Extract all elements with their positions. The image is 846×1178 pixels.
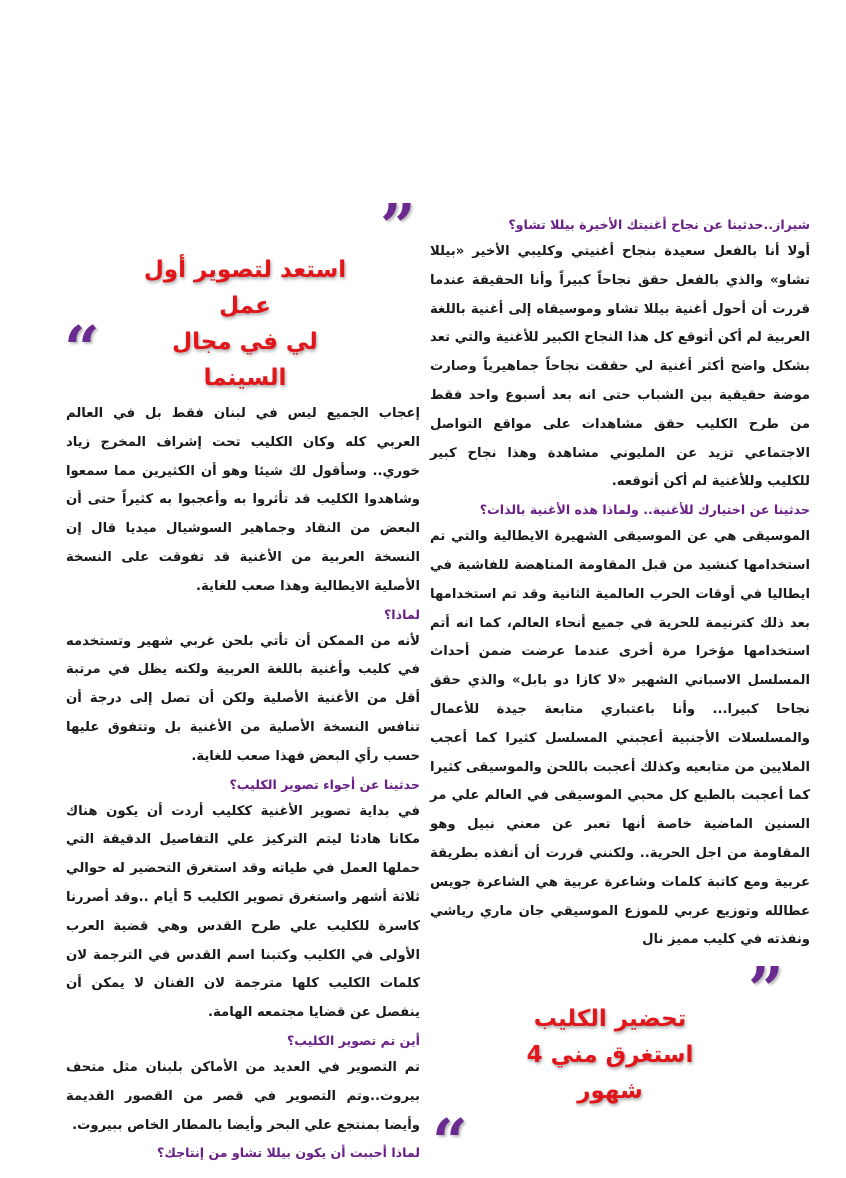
pull-quote-line: استعد لتصوير أول عمل: [143, 257, 347, 319]
interview-question: لماذا أحببت أن يكون بيللا تشاو من إنتاجك؟: [157, 1145, 420, 1161]
interview-question: حدثينا عن اختيارك للأغنية.. ولماذا هذه الأغنية بالذات؟: [479, 502, 810, 518]
article-column-right: [430, 212, 810, 955]
close-quote-icon: ”: [748, 953, 784, 1027]
pull-quote-line: لي في مجال السينما: [172, 329, 318, 391]
article-column-left: [66, 400, 420, 1166]
interview-answer: الموسيقى هي عن الموسيقى الشهيرة الايطالية والتي تم استخدامها كنشيد من قبل المقاومة المناهضة للفاشية في ايطاليا في أوقات الحرب العالمية الثانية وقد تم استخدامها بعد ذلك كترنيمة للحرية في جميع أنحاء العالم، كما انه أتم استخدامها مؤخرا مرة أخرى عندما عرضت ضمن أحداث المسلسل الاسباني الشهير «لا كازا دو بابل» والذي حقق نجاحا كبيرا... وأنا باعتباري متابعة جيدة للأعمال والمسلسلات الأجنبية أعجبني المسلسل كثيرا كما أعجب الملايين من متابعيه وكذلك أعجبت باللحن والموسيقى كثيرا كما أعجبت بالطبع كل محبي الموسيقى في العالم علي مر السنين الماضية خاصة أنها تعبر عن معني نبيل وهو المقاومة من اجل الحرية.. ولكنني قررت أن أنفذه بطريقة عربية ومع كاتبة كلمات وشاعرة عربية هي الشاعرة جويس عطالله وتوزيع عربي للموزع الموسيقي جان ماري رياشي ونفذته في كليب مميز نال: [430, 529, 810, 948]
pull-quote-top: [130, 252, 360, 396]
interview-question: لماذا؟: [384, 606, 420, 622]
open-quote-icon: “: [64, 312, 100, 385]
pull-quote-line: استغرق مني 4 شهور: [526, 1042, 694, 1105]
interview-answer: في بداية تصوير الأغنية ككليب أردت أن يكون هناك مكانا هادئا ليتم التركيز علي التفاصيل الدقيقة التي حملها العمل في طياته وقد استغرق التحضير له حوالي ثلاثة أشهر واستغرق تصوير الكليب 5 أيام ..وقد أصررنا كاسرة للكليب علي طرح القدس وهي قضية العرب الأولى في الكليب وكتبنا اسم القدس في الترجمة لان كلمات الكليب كلها مترجمة لان الفنان لا يمكن أن ينفصل عن قضايا مجتمعه الهامة.: [66, 803, 420, 1021]
interview-question: أين تم تصوير الكليب؟: [286, 1032, 420, 1048]
pull-quote-line: تحضير الكليب: [533, 1006, 687, 1033]
interview-question: حدثينا عن أجواء تصوير الكليب؟: [229, 776, 420, 792]
interview-answer: لأنه من الممكن أن تأتي بلحن غربي شهير وتستخدمه في كليب وأغنية باللغة العربية ولكنه يظل في مرتبة أقل من الأغنية الأصلية ولكن أن تصل إلى درجة أن تنافس النسخة الأصلية من الأغنية بل وتتفوق عليها حسب رأي البعض فهذا صعب للغاية.: [66, 633, 420, 764]
interview-question: شيراز..حدثينا عن نجاح أغنيتك الأخيرة بيللا تشاو؟: [508, 217, 810, 232]
interview-answer: أولا أنا بالفعل سعيدة بنجاح أغنيتي وكليبي الأخير «بيللا تشاو» والذي بالفعل حقق نجاحاً كبيراً وأنا الحقيقة عندما قررت أن أحول أغنية بيللا تشاو وموسيقاه إلى أغنية باللغة العربية لم أكن أتوقع كل هذا النجاح الكبير للأغنية والتي تعد بشكل واضح أكثر أغنية لي حققت نجاحاً جماهيرياً وصارت موضة حقيقية بين الشباب حتى انه بعد أسبوع واحد فقط من طرح الكليب حقق مشاهدات على مواقع التواصل الاجتماعي تزيد عن المليوني مشاهدة وهذا نجاح كبير للكليب وللأغنية لم أكن أتوقعه.: [430, 244, 810, 490]
interview-answer: تم التصوير في العديد من الأماكن بلبنان مثل متحف بيروت..وتم التصوير في قصر من القصور القديمة وأيضا بمنتجع علي البحر وأيضا بالمطار الخاص ببيروت.: [66, 1059, 420, 1133]
close-quote-icon: ”: [380, 190, 416, 263]
open-quote-icon: “: [432, 1105, 468, 1178]
pull-quote-bottom: [510, 1001, 710, 1109]
interview-answer: إعجاب الجميع ليس في لبنان فقط بل في العالم العربي كله وكان الكليب تحت إشراف المخرج زياد خوري.. وسأقول لك شيئا وهو أن الكثيرين مما سمعوا وشاهدوا الكليب قد تأثروا به وأعجبوا به كثيراً حتى أن البعض من النقاد وجماهير السوشيال ميديا قال إن النسخة العربية من الأغنية قد تفوقت على النسخة الأصلية الايطالية وهذا صعب للغاية.: [66, 406, 420, 594]
